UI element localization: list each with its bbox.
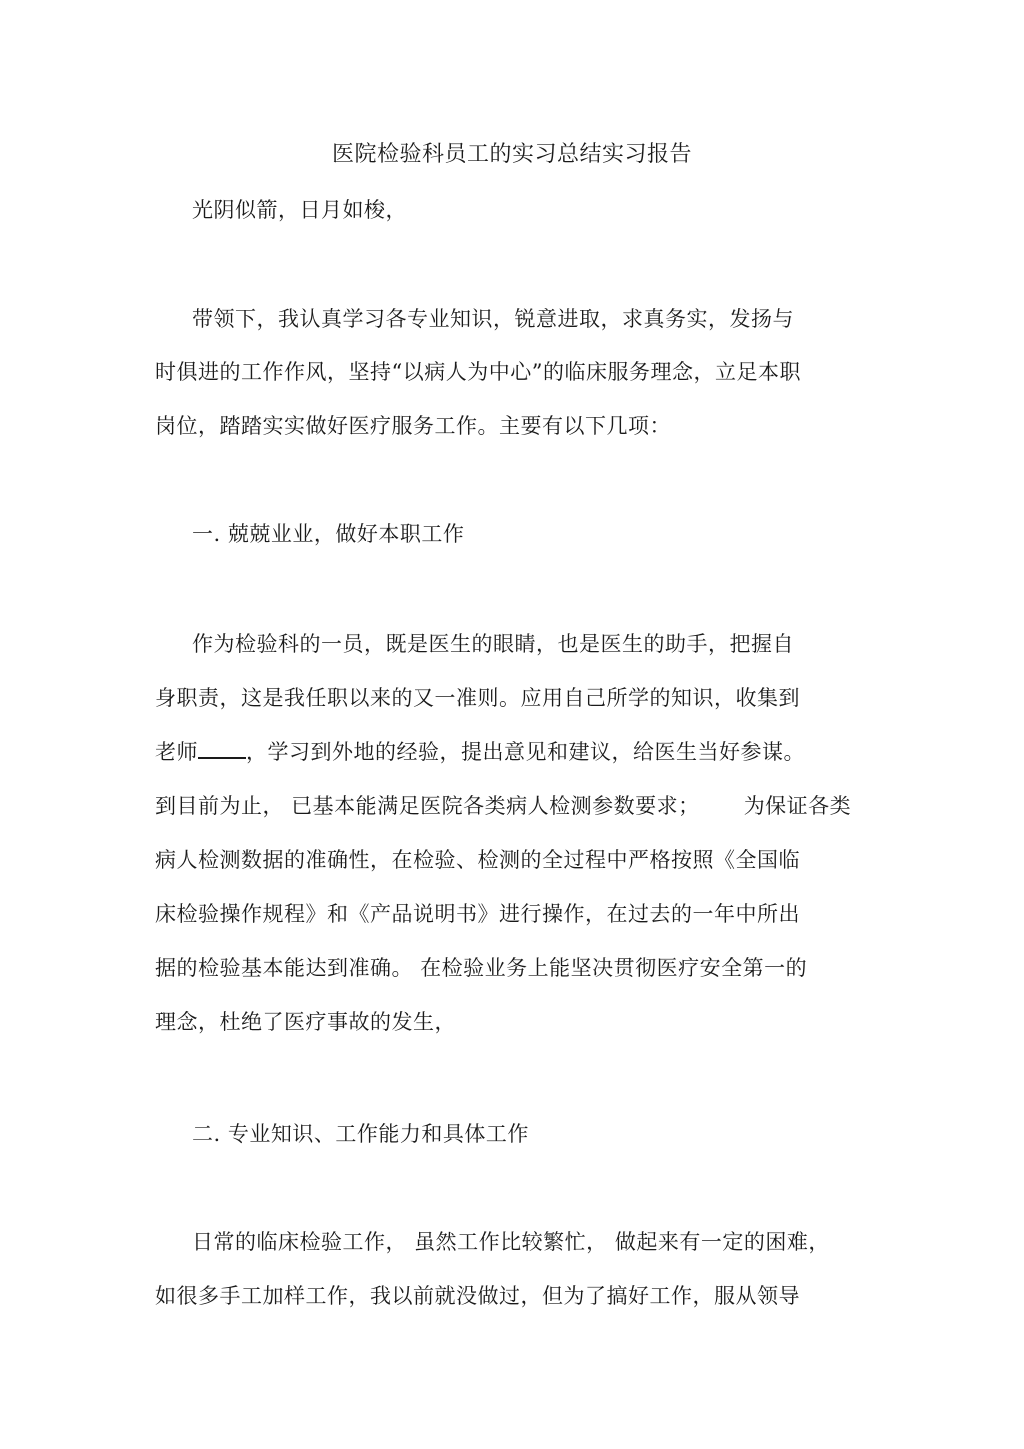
line-3-before-blank: 老师 [155, 740, 198, 764]
paragraph-2-line-4 [155, 792, 851, 820]
paragraph-2-line-5: 病人检测数据的准确性，在检验、检测的全过程中严格按照《全国临 [155, 848, 800, 872]
paragraph-3-line-2: 如很多手工加样工作，我以前就没做过，但为了搞好工作，服从领导 [155, 1284, 800, 1308]
paragraph-2-line-7: 据的检验基本能达到准确。 在检验业务上能坚决贯彻医疗安全第一的 [155, 956, 808, 980]
section-1-heading: 一. 兢兢业业，做好本职工作 [192, 522, 465, 546]
section-2-heading: 二. 专业知识、工作能力和具体工作 [192, 1122, 529, 1146]
line-4-part-2: 为保证各类 [743, 794, 852, 818]
paragraph-2-line-2: 身职责，这是我任职以来的又一准则。应用自己所学的知识，收集到 [155, 686, 800, 710]
line-3-after-blank: ，学习到外地的经验，提出意见和建议，给医生当好参谋。 [246, 740, 805, 764]
paragraph-3-line-1: 日常的临床检验工作， 虽然工作比较繁忙， 做起来有一定的困难， [192, 1230, 830, 1254]
paragraph-2-line-8: 理念，杜绝了医疗事故的发生， [155, 1010, 456, 1034]
paragraph-2-line-3 [155, 738, 805, 766]
paragraph-1-line-2: 时俱进的工作作风，坚持“以病人为中心”的临床服务理念，立足本职 [155, 360, 801, 384]
line-4-part-1: 到目前为止， 已基本能满足医院各类病人检测参数要求； [155, 794, 700, 818]
paragraph-1-line-3: 岗位，踏踏实实做好医疗服务工作。主要有以下几项： [155, 414, 671, 438]
fill-in-blank [198, 739, 246, 759]
intro-line: 光阴似箭，日月如梭， [192, 198, 407, 222]
document-title: 医院检验科员工的实习总结实习报告 [331, 142, 692, 167]
paragraph-1-line-1: 带领下，我认真学习各专业知识，锐意进取，求真务实，发扬与 [192, 307, 794, 331]
paragraph-2-line-1: 作为检验科的一员，既是医生的眼睛，也是医生的助手，把握自 [192, 632, 794, 656]
paragraph-2-line-6: 床检验操作规程》和《产品说明书》进行操作，在过去的一年中所出 [155, 902, 800, 926]
